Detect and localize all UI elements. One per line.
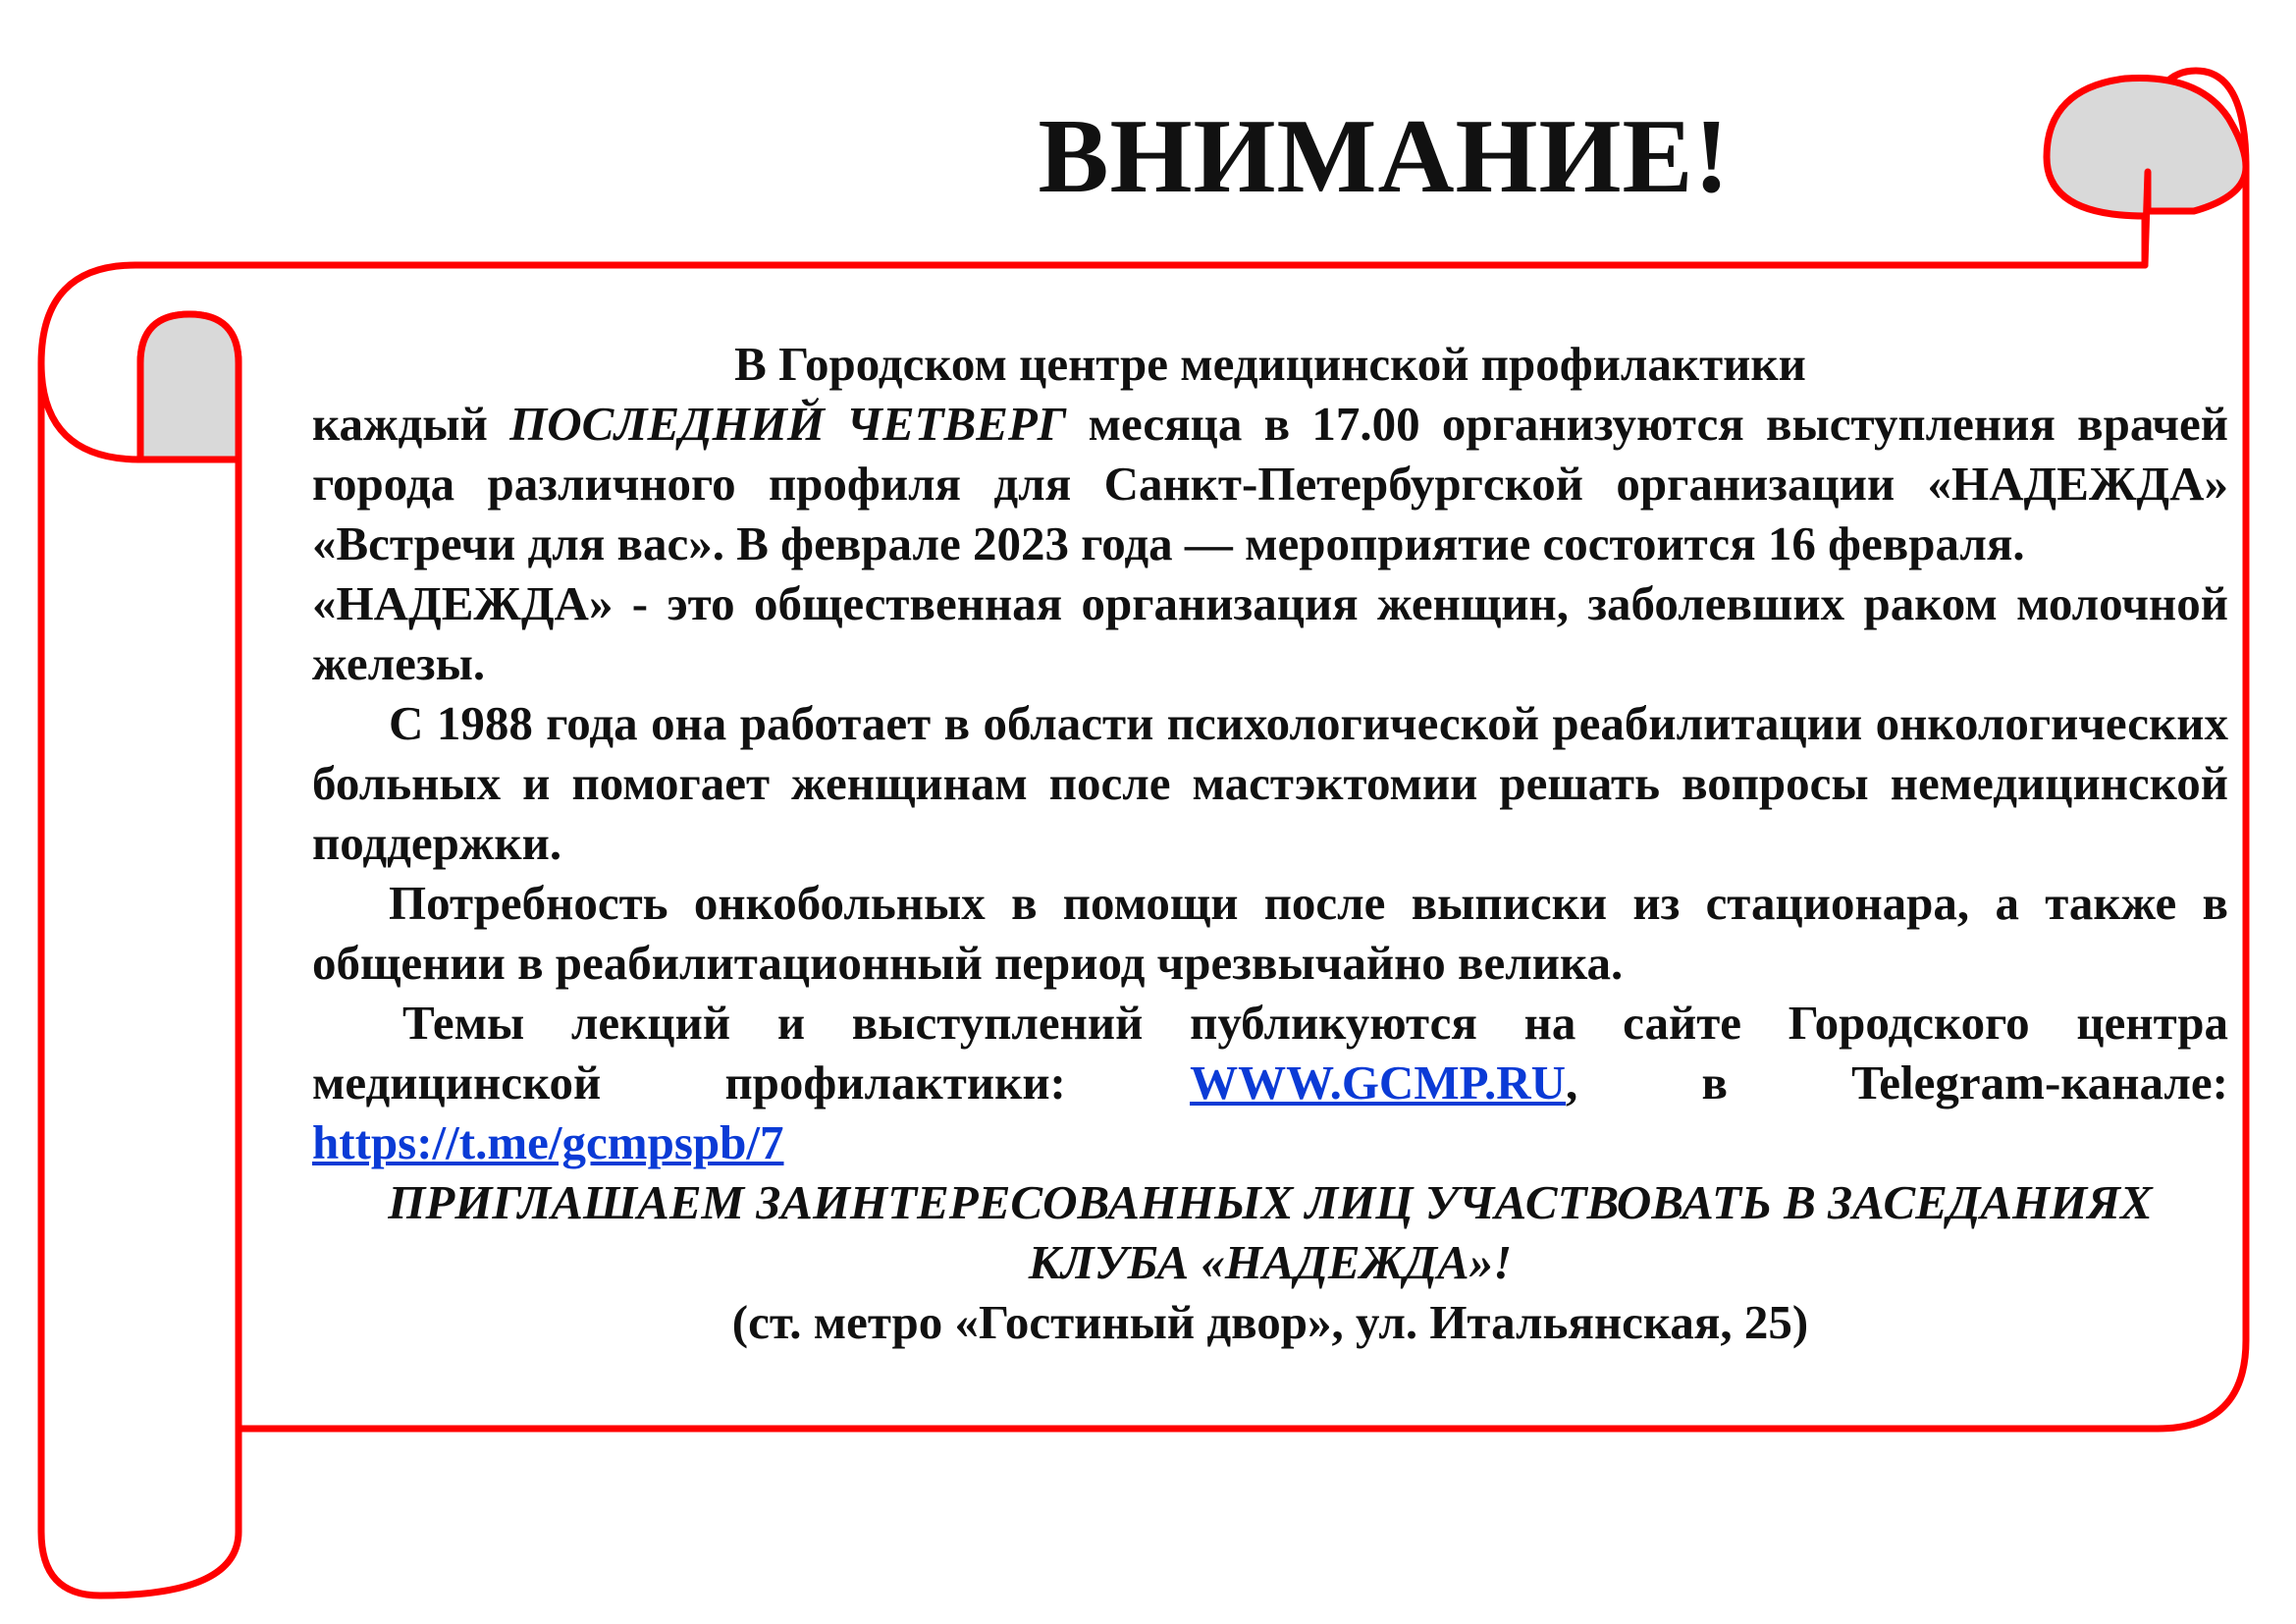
paragraph-organization: «НАДЕЖДА» - это общественная организация женщин, заболевших раком молочной железы.: [312, 576, 2228, 690]
paragraph-history: С 1988 года она работает в области психологической реабилитации онкологических больных и помогает женщинам после мастэктомии решать вопросы немедицинской поддержки.: [312, 696, 2228, 870]
right-curl-fill: [2047, 79, 2246, 266]
paragraph-topics-middle: , в Telegram-канале:: [1566, 1056, 2228, 1110]
notice-heading: В Городском центре медицинской профилактики: [734, 337, 1806, 391]
paragraph-schedule: [312, 394, 2228, 573]
address-text: (ст. метро «Гостиный двор», ул. Итальянская, 25): [731, 1295, 1809, 1349]
last-thursday-emphasis: ПОСЛЕДНИЙ ЧЕТВЕРГ: [509, 397, 1067, 451]
left-roll-outline: [41, 265, 239, 1596]
invitation-text: ПРИГЛАШАЕМ ЗАИНТЕРЕСОВАННЫХ ЛИЦ УЧАСТВОВАТЬ В ЗАСЕДАНИЯХ КЛУБА «НАДЕЖДА»!: [388, 1175, 2153, 1289]
paragraph-topics-start: Темы лекций и выступлений публикуются на сайте Городского центра медицинской профилактики:: [312, 996, 2228, 1110]
notice-title: ВНИМАНИЕ!: [1038, 98, 1731, 215]
left-curl-fill: [140, 314, 239, 460]
paragraph-schedule-rest: месяца в 17.00 организуются выступления врачей города различного профиля для Санкт-Петербургской организации «НАДЕЖДА» «Встречи для вас». В феврале 2023 года — мероприятие состоится 16 февраля.: [312, 397, 2228, 570]
paragraph-needs: Потребность онкобольных в помощи после выписки из стационара, а также в общении в реабилитационный период чрезвычайно велика.: [312, 876, 2228, 990]
telegram-link[interactable]: https://t.me/gcmpspb/7: [312, 1115, 784, 1169]
website-link[interactable]: WWW.GCMP.RU: [1190, 1056, 1567, 1110]
notice-body: [312, 334, 2228, 1352]
paragraph-schedule-start: каждый: [312, 397, 510, 451]
paragraph-topics: [312, 993, 2228, 1172]
